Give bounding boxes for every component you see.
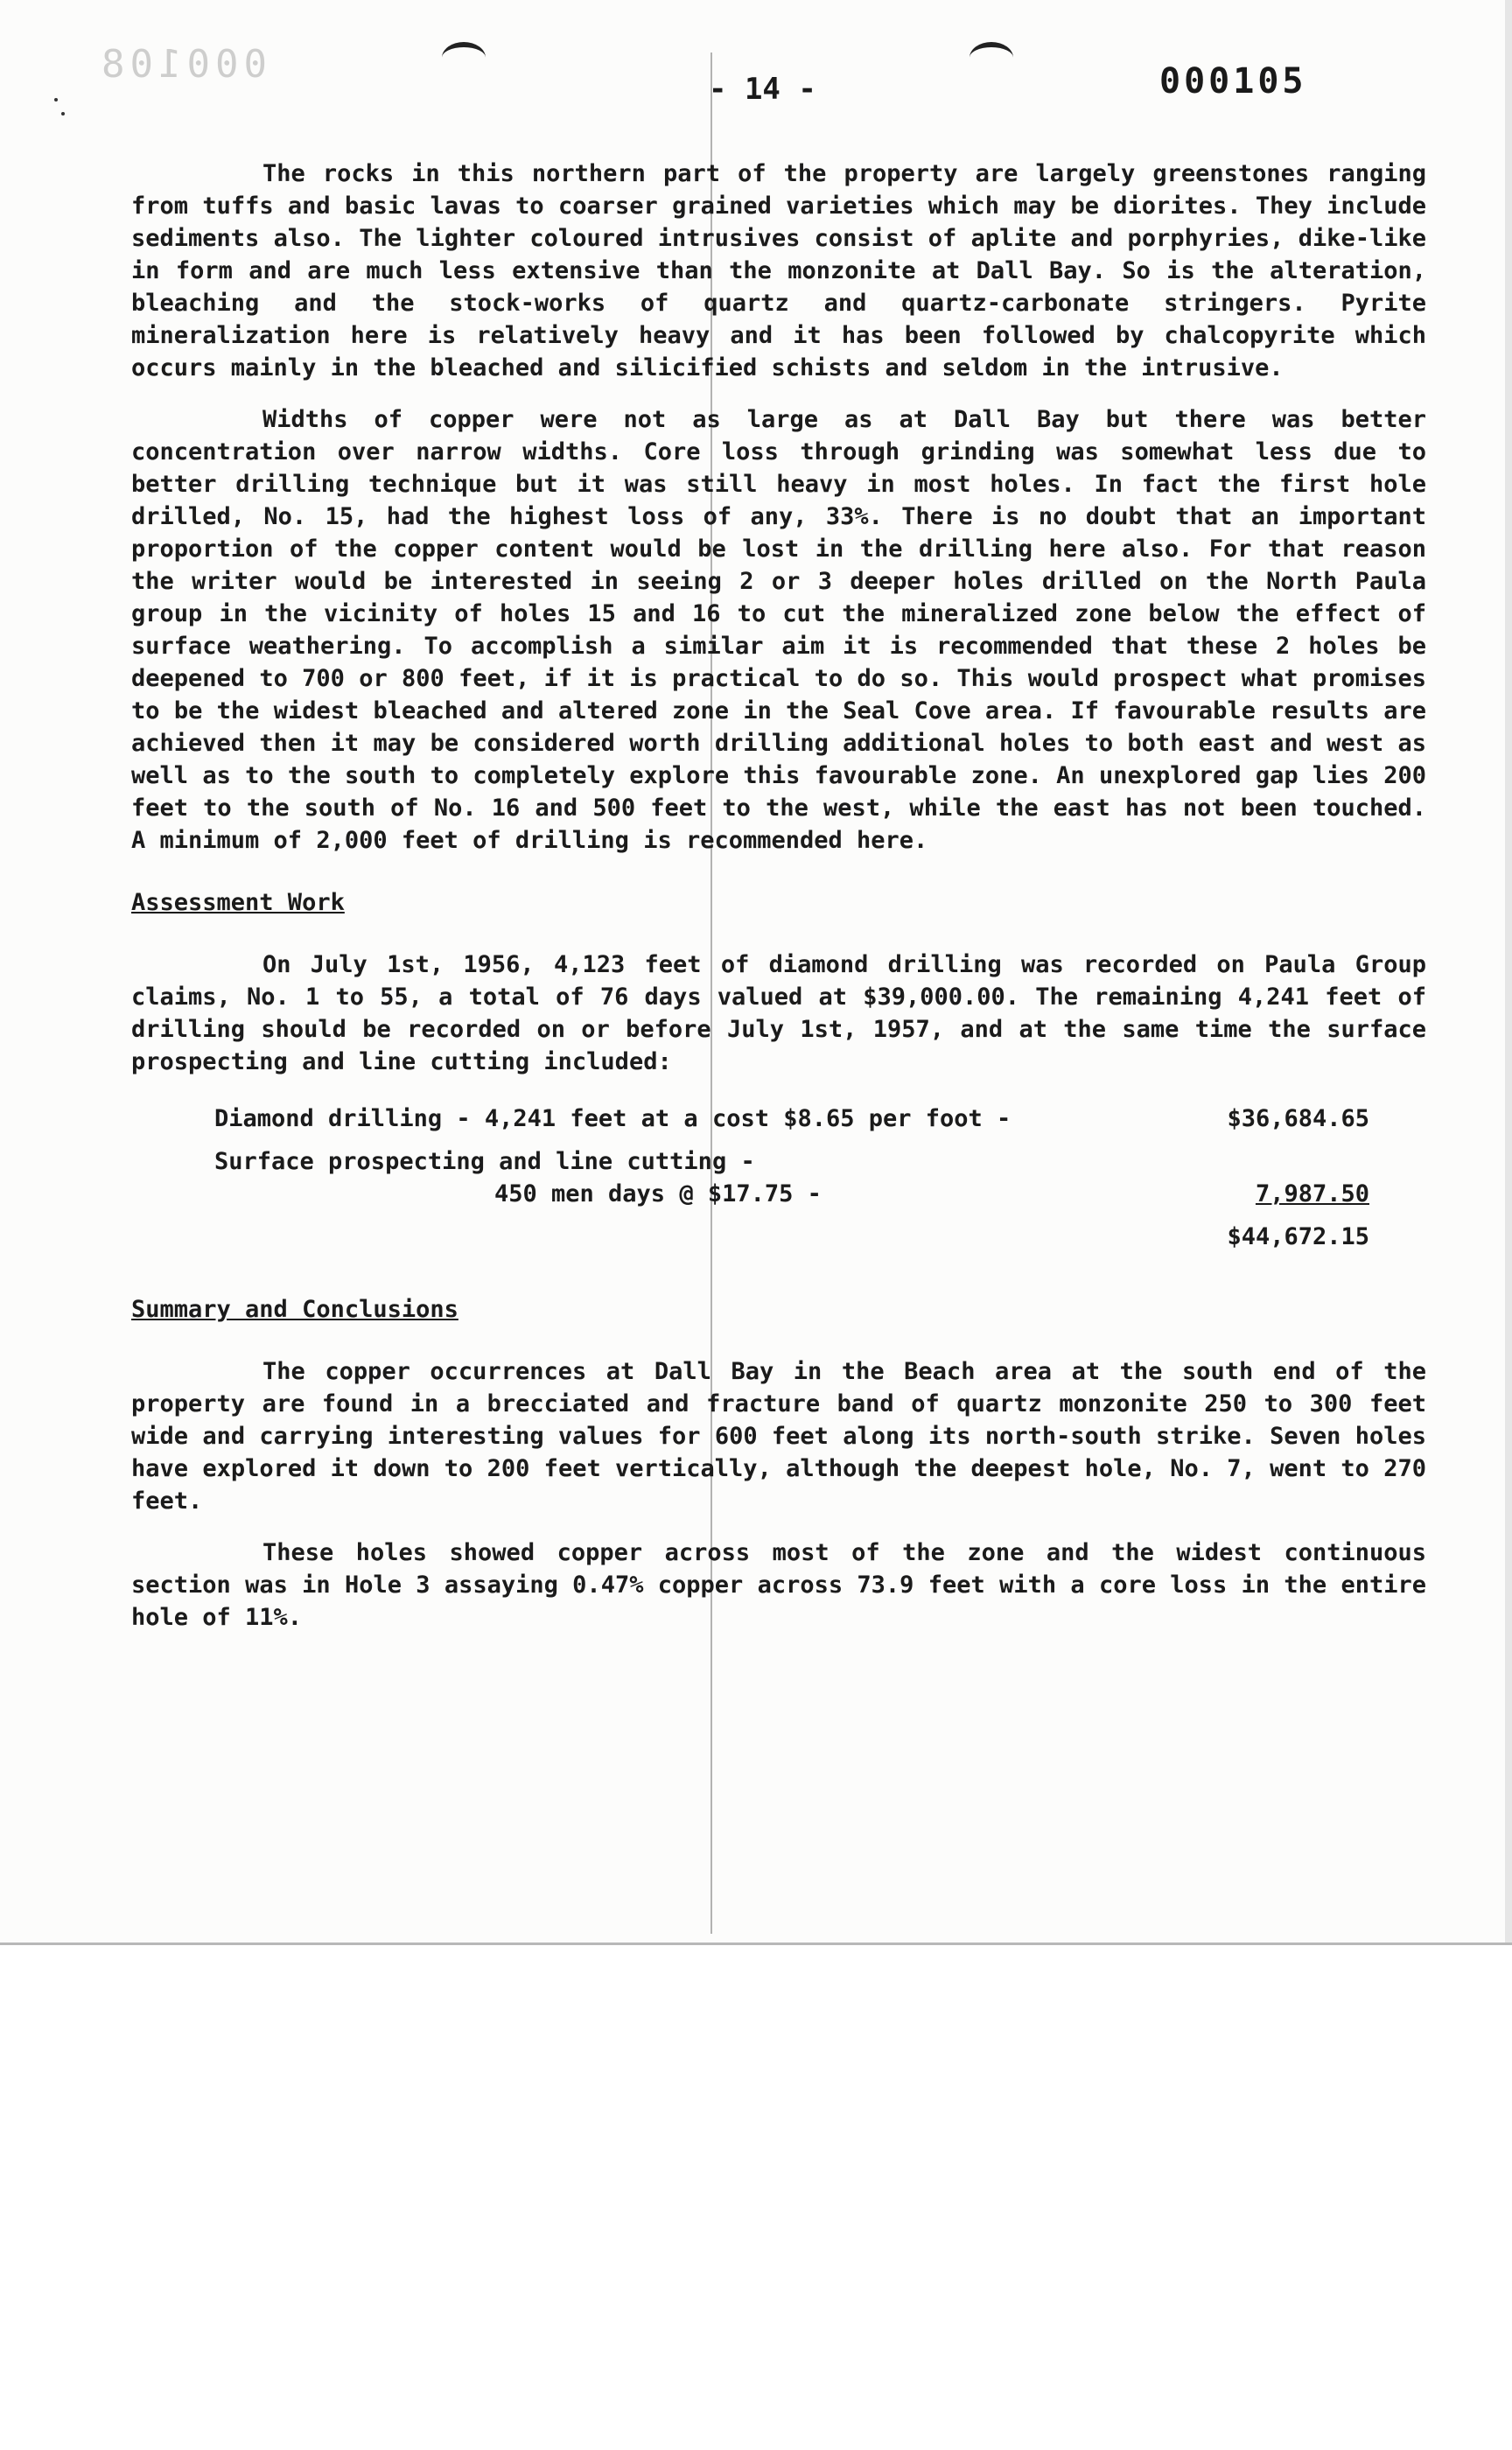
cost-row-label: Diamond drilling - 4,241 feet at a cost $8.65 per foot - bbox=[214, 1105, 1012, 1132]
cost-total-label bbox=[214, 1221, 1186, 1264]
document-body bbox=[131, 158, 1426, 1653]
cost-row-label-line: 450 men days @ $17.75 - bbox=[494, 1180, 822, 1208]
page-number: - 14 - bbox=[709, 72, 816, 107]
paragraph-summary-occurrences: The copper occurrences at Dall Bay in the Beach area at the south end of the property are found in a brecciated and fracture band of quartz monzonite 250 to 300 feet wide and carrying interesting values for 600 feet along its north-south strike. Seven holes have explored it down to 200 feet vertically, although the deepest hole, No. 7, went to 270 feet. bbox=[131, 1358, 1426, 1515]
bleed-through-number: 000108 bbox=[96, 42, 267, 87]
table-row bbox=[214, 1145, 1369, 1221]
page-edge-shadow bbox=[1505, 0, 1512, 1942]
cost-row-amount bbox=[1186, 1145, 1369, 1221]
paragraph-geology: The rocks in this northern part of the property are largely greenstones ranging from tuffs and basic lavas to coarser grained varieties which may be diorites. They include sediments also. The lighter coloured intrusives consist of aplite and porphyries, dike-like in form and are much less extensive than the monzonite at Dall Bay. So is the alteration, bleaching and the stock-works of quartz and quartz-carbonate stringers. Pyrite mineralization here is relatively heavy and it has been followed by chalcopyrite which occurs mainly in the bleached and silicified schists and seldom in the intrusive. bbox=[131, 160, 1426, 382]
scan-speck bbox=[54, 98, 58, 102]
paragraph-assessment: On July 1st, 1956, 4,123 feet of diamond drilling was recorded on Paula Group claims, No. 1 to 55, a total of 76 days valued at $39,000.00. The remaining 4,241 feet of drilling should be recorded on or before July 1st, 1957, and at the same time the surface prospecting and line cutting included: bbox=[131, 951, 1426, 1075]
assessment-heading: Assessment Work bbox=[131, 889, 345, 916]
table-row bbox=[214, 1221, 1369, 1264]
paragraph-copper-widths: Widths of copper were not as large as at Dall Bay but there was better concentration over narrow widths. Core loss through grinding was somewhat less due to better drilling technique but it was still heavy in most holes. In fact the first hole drilled, No. 15, had the highest loss of any, 33%. There is no doubt that an important proportion of the copper content would be lost in the drilling here also. For that reason the writer would be interested in seeing 2 or 3 deeper holes drilled on the North Paula group in the vicinity of holes 15 and 16 to cut the mineralized zone below the effect of surface weathering. To accomplish a similar aim it is recommended that these 2 holes be deepened to 700 or 800 feet, if it is practical to do so. This would prospect what promises to be the widest bleached and altered zone in the Seal Cove area. If favourable results are achieved then it may be considered worth drilling additional holes to both east and west as well as to the south to completely explore this favourable zone. An unexplored gap lies 200 feet to the south of No. 16 and 500 feet to the west, while the east has not been touched. A minimum of 2,000 feet of drilling is recommended here. bbox=[131, 406, 1426, 854]
hole-punch-mark-right bbox=[970, 42, 1013, 74]
cost-subtotal-amount: 7,987.50 bbox=[1255, 1180, 1369, 1208]
cost-row-amount: $36,684.65 bbox=[1227, 1105, 1369, 1132]
cost-table bbox=[214, 1102, 1369, 1264]
summary-heading: Summary and Conclusions bbox=[131, 1296, 458, 1323]
table-row bbox=[214, 1102, 1369, 1145]
document-number: 000105 bbox=[1159, 61, 1307, 102]
cost-row-label bbox=[214, 1145, 1186, 1221]
hole-punch-mark-left bbox=[442, 42, 486, 74]
paragraph-summary-holes: These holes showed copper across most of the zone and the widest continuous section was in Hole 3 assaying 0.47% copper across 73.9 feet with a core loss in the entire hole of 11%. bbox=[131, 1539, 1426, 1631]
cost-row-label-line: Surface prospecting and line cutting - bbox=[214, 1148, 755, 1175]
cost-total-amount: $44,672.15 bbox=[1227, 1223, 1369, 1250]
scan-speck bbox=[61, 112, 65, 116]
